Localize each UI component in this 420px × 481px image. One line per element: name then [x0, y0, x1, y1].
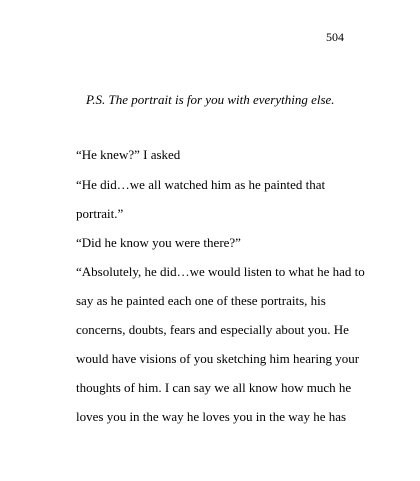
- body-line-4: “Did he know you were there?”: [76, 235, 241, 250]
- postscript-line: P.S. The portrait is for you with everything else.: [86, 92, 335, 107]
- page-number: 504: [326, 30, 344, 44]
- body-line-9: thoughts of him. I can say we all know how much he: [76, 380, 352, 395]
- body-line-1: “He knew?” I asked: [76, 147, 181, 162]
- body-line-2: “He did…we all watched him as he painted that: [76, 177, 326, 192]
- body-line-8: would have visions of you sketching him hearing your: [76, 351, 360, 366]
- body-line-3: portrait.”: [76, 206, 124, 221]
- body-line-7: concerns, doubts, fears and especially about you. He: [76, 322, 349, 337]
- body-line-5: “Absolutely, he did…we would listen to what he had to: [76, 264, 365, 279]
- body-line-6: say as he painted each one of these portraits, his: [76, 293, 326, 308]
- body-line-10: loves you in the way he loves you in the way he has: [76, 409, 347, 424]
